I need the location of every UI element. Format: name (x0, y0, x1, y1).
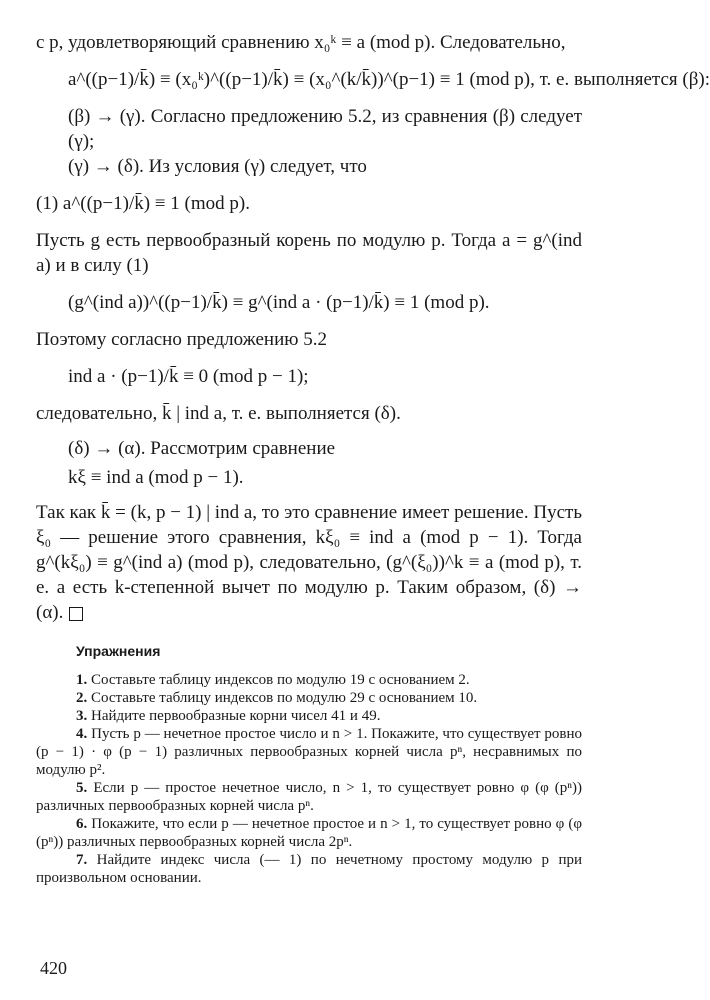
equation-1-text: a^((p−1)/k̄) ≡ (x₀ᵏ)^((p−1)/k̄) ≡ (x₀^(k/k̄))^(p−1) ≡ 1 (mod p), т. е. выполняется (β): (68, 69, 710, 90)
exercise-item (36, 779, 582, 815)
qed-icon (69, 607, 83, 621)
step-gamma-delta: (γ) → (δ). Из условия (γ) следует, что (68, 156, 367, 177)
paragraph-4: следовательно, k̄ | ind a, т. е. выполняется (δ). (36, 403, 401, 424)
exercise-item (36, 851, 582, 887)
exercise-number: 6. (76, 816, 88, 832)
paragraph-1: с p, удовлетворяющий сравнению x₀ᵏ ≡ a (mod p). Следовательно, (36, 32, 566, 53)
exercise-number: 1. (76, 672, 88, 688)
page-content (36, 30, 710, 887)
exercise-text: Пусть p — нечетное простое число и n > 1. Покажите, что существует ровно (p − 1) · φ (p − 1) различных первообразных корней числа pⁿ, несравнимых по модулю p². (36, 726, 582, 778)
equation-2 (36, 290, 582, 315)
step-delta-alpha: (δ) → (α). Рассмотрим сравнение (68, 438, 336, 459)
paragraph-5-text: Так как k̄ = (k, p − 1) | ind a, то это сравнение имеет решение. Пусть ξ₀ — решение этого сравнения, kξ₀ ≡ ind a (mod p − 1). Тогда g^(kξ₀) ≡ g^(ind a) (mod p), следовательно, (g^(ξ₀))^k ≡ a (mod p), т. е. a есть k-степенной вычет по модулю p. Таким образом, (δ) → (α). (36, 502, 582, 623)
exercise-text: Составьте таблицу индексов по модулю 29 с основанием 10. (91, 690, 478, 706)
paragraph-3: Поэтому согласно предложению 5.2 (36, 329, 327, 350)
exercise-item (36, 689, 582, 707)
exercise-item (36, 815, 582, 851)
exercise-number: 4. (76, 726, 88, 742)
exercise-text: Найдите индекс числа (— 1) по нечетному простому модулю p при произвольном основании. (36, 852, 583, 886)
exercise-item (36, 725, 582, 779)
paragraph-5 (36, 500, 582, 625)
exercise-number: 2. (76, 690, 88, 706)
exercise-text: Покажите, что если p — нечетное простое и n > 1, то существует ровно φ (φ (pⁿ)) различных первообразных корней числа 2pⁿ. (36, 816, 582, 850)
equation-4-text: kξ ≡ ind a (mod p − 1). (68, 467, 244, 488)
exercise-text: Найдите первообразные корни чисел 41 и 49. (91, 708, 381, 724)
equation-3 (36, 364, 582, 389)
equation-4 (36, 465, 582, 490)
step-beta-gamma: (β) → (γ). Согласно предложению 5.2, из сравнения (β) следует (γ); (68, 106, 582, 152)
exercise-text: Составьте таблицу индексов по модулю 19 с основанием 2. (91, 672, 470, 688)
exercise-item (36, 707, 582, 725)
paragraph-2: Пусть g есть первообразный корень по модулю p. Тогда a = g^(ind a) и в силу (1) (36, 230, 582, 276)
exercises-list (36, 671, 582, 887)
page-number: 420 (40, 958, 67, 978)
equation-labeled-1 (36, 191, 582, 216)
equation-1 (36, 67, 710, 92)
equation-labeled-1-text: (1) a^((p−1)/k̄) ≡ 1 (mod p). (36, 193, 250, 214)
exercise-number: 3. (76, 708, 88, 724)
equation-3-text: ind a · (p−1)/k̄ ≡ 0 (mod p − 1); (68, 366, 309, 387)
exercise-item (36, 671, 582, 689)
exercise-number: 5. (76, 780, 88, 796)
exercises-title: Упражнения (76, 643, 161, 659)
equation-2-text: (g^(ind a))^((p−1)/k̄) ≡ g^(ind a · (p−1)/k̄) ≡ 1 (mod p). (68, 292, 490, 313)
exercise-text: Если p — простое нечетное число, n > 1, то существует ровно φ (φ (pⁿ)) различных первообразных корней числа pⁿ. (36, 780, 583, 814)
exercise-number: 7. (76, 852, 88, 868)
